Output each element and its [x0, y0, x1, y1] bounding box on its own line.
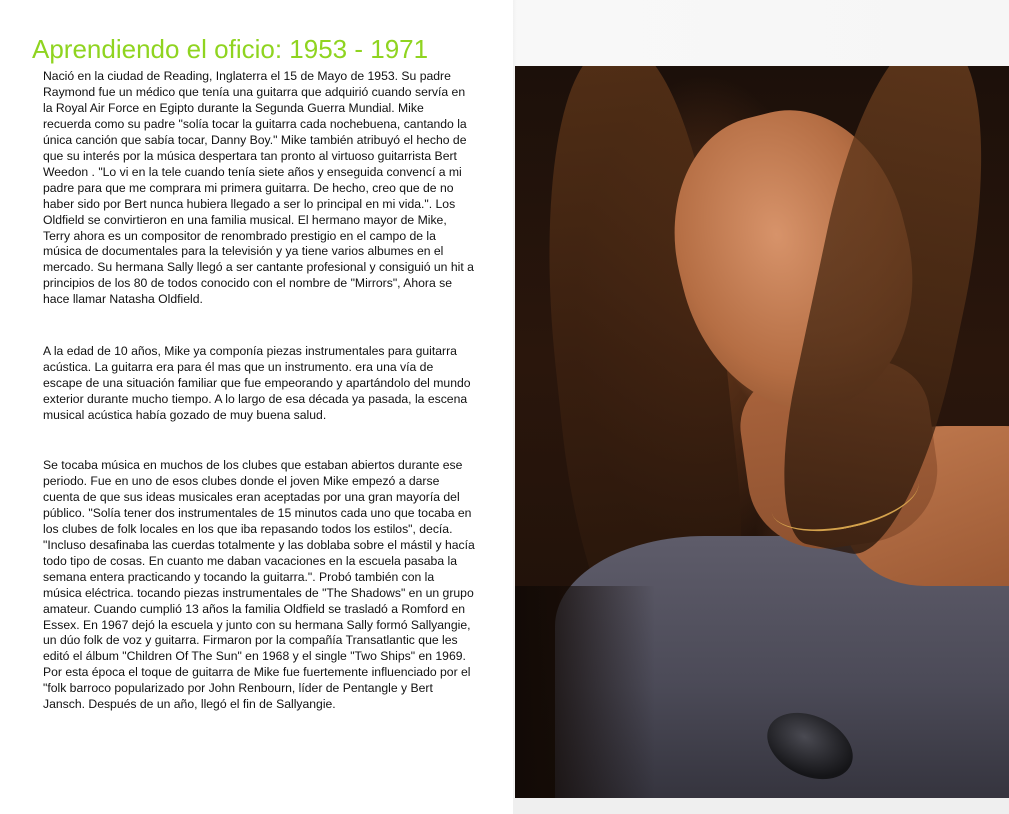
paragraph-early-life: Nació en la ciudad de Reading, Inglaterra el 15 de Mayo de 1953. Su padre Raymond fue un médico que tenía una guitarra que adquirió cuando servía en la Royal Air Force en Egipto durante la Segunda Guerra Mundial. Mike recuerda como su padre "solía tocar la guitarra cada nochebuena, cantando la única canción que sabía tocar, Danny Boy." Mike también atribuyó el hecho de que su interés por la música despertara tan pronto al virtuoso guitarrista Bert Weedon . "Lo vi en la tele cuando tenía siete años y enseguida convencí a mi padre para que me comprara mi primera guitarra. De hecho, creo que de no haber sido por Bert nunca hubiera llegado a ser lo principal en mi vida.". Los Oldfield se convirtieron en una familia musical. El hermano mayor de Mike, Terry ahora es un compositor de renombrado prestigio en el campo de la música de documentales para la televisión y ya tiene varios albumes en el mercado. Su hermana Sally llegó a ser cantante profesional y consiguió un hit a principios de los 80 de todos conocido con el nombre de "Mirrors", Ahora se hace llamar Natasha Oldfield.	[43, 69, 474, 307]
page-title: Aprendiendo el oficio: 1953 - 1971	[32, 34, 429, 64]
paragraph-first-compositions: A la edad de 10 años, Mike ya componía piezas instrumentales para guitarra acústica. La guitarra era para él mas que un instrumento. era una vía de escape de una situación familiar que fue empeorando y apartándolo del mundo exterior durante mucho tiempo. A lo largo de esa década ya pasada, la escena musical acústica había gozado de muy buena salud.	[43, 344, 471, 422]
portrait-photo	[515, 66, 1009, 798]
paragraph-folk-clubs: Se tocaba música en muchos de los clubes que estaban abiertos durante ese periodo. Fue en uno de esos clubes donde el joven Mike empezó a darse cuenta de que sus ideas musicales eran aceptadas por una gran mayoría del público. "Solía tener dos instrumentales de 15 minutos cada uno que tocaba en los clubes de folk locales en los que iba repasando todos los estilos", decía. "Incluso desafinaba las cuerdas totalmente y las doblaba sobre el mástil y hacía todo tipo de cosas. En cuanto me daban vacaciones en la escuela pasaba la semana entera practicando y tocando la guitarra.". Probó también con la música eléctrica. tocando piezas instrumentales de "The Shadows" en un grupo amateur. Cuando cumplió 13 años la familia Oldfield se trasladó a Romford en Essex. En 1967 dejó la escuela y junto con su hermana Sally formó Sallyangie, un dúo folk de voz y guitarra. Firmaron por la compañía Transatlantic que les editó el álbum "Children Of The Sun" en 1968 y el single "Two Ships" en 1969. Por esta época el toque de guitarra de Mike fue fuertemente influenciado por el "folk barroco popularizado por John Renbourn, líder de Pentangle y Bert Jansch. Después de un año, llegó el fin de Sallyangie.	[43, 458, 475, 712]
photo-shadow	[515, 586, 655, 798]
page-bottom-edge	[513, 798, 1009, 814]
